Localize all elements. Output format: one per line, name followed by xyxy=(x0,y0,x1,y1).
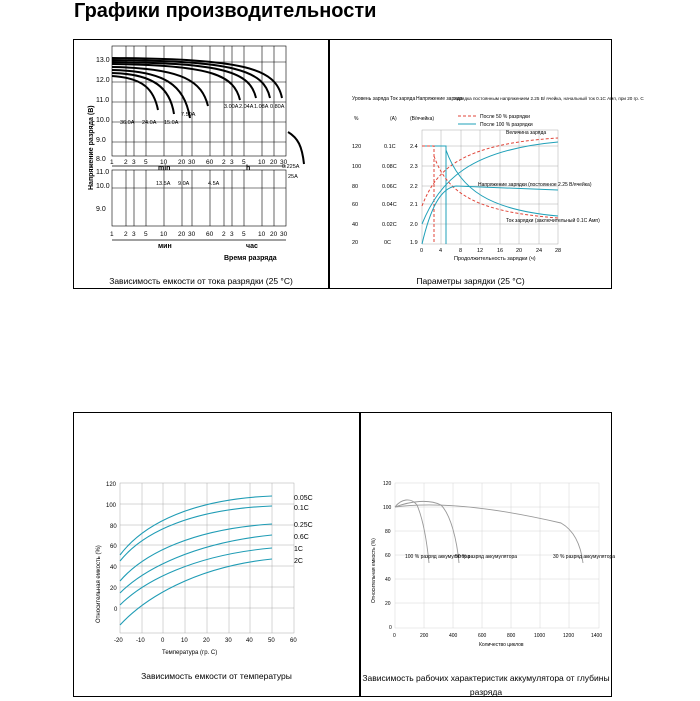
svg-text:3: 3 xyxy=(132,159,136,166)
svg-text:60: 60 xyxy=(110,544,117,550)
svg-text:40: 40 xyxy=(352,222,359,228)
svg-text:0.05C: 0.05C xyxy=(294,495,313,502)
svg-text:100: 100 xyxy=(352,164,362,170)
svg-text:16: 16 xyxy=(497,248,504,254)
svg-text:5: 5 xyxy=(144,231,148,238)
cycle-y-ticks xyxy=(383,481,392,631)
svg-text:0: 0 xyxy=(114,607,118,613)
charging-x-ticks xyxy=(420,248,561,254)
svg-text:120: 120 xyxy=(106,482,117,488)
unit: (А) xyxy=(390,116,397,122)
curve-label: 7.50A xyxy=(181,112,196,118)
discharge-curves xyxy=(112,58,304,164)
current-capacity-graph xyxy=(74,40,328,288)
temperature-x-ticks xyxy=(114,638,297,644)
svg-text:800: 800 xyxy=(507,633,516,639)
page-heading: Графики производительности xyxy=(74,0,377,22)
x-axis-label: Продолжительность зарядки (ч) xyxy=(454,256,536,262)
unit: % xyxy=(354,116,359,122)
charging-y-ticks xyxy=(352,144,418,246)
y-axis-label: Относительная емкость (%) xyxy=(96,545,102,623)
svg-text:40: 40 xyxy=(385,577,391,583)
svg-text:2C: 2C xyxy=(294,558,303,565)
temperature-graph xyxy=(74,413,359,696)
curve-label: 3.00A xyxy=(224,104,239,110)
temperature-series-labels xyxy=(294,495,313,565)
svg-text:60: 60 xyxy=(290,638,297,644)
x-ticks-bottom xyxy=(110,231,288,238)
svg-text:200: 200 xyxy=(420,633,429,639)
svg-text:50 % разряд аккумулятора: 50 % разряд аккумулятора xyxy=(455,554,518,560)
y-axis-label: Напряжение разряда (В) xyxy=(88,105,95,190)
svg-text:5: 5 xyxy=(242,159,246,166)
annotation: Напряжение зарядки (постоянное 2.25 В/ячейка) xyxy=(478,182,592,188)
svg-text:80: 80 xyxy=(110,524,117,530)
curve-label: 13.5A xyxy=(156,181,171,187)
svg-text:120: 120 xyxy=(383,481,392,487)
col-header: Уровень заряда xyxy=(352,96,389,102)
svg-text:10: 10 xyxy=(258,231,266,238)
svg-text:5: 5 xyxy=(242,231,246,238)
svg-text:1: 1 xyxy=(110,231,114,238)
svg-text:2.0: 2.0 xyxy=(410,222,418,228)
unit-h-top: h xyxy=(246,165,251,172)
unit-min-bottom: мин xyxy=(158,243,172,250)
svg-text:0: 0 xyxy=(161,638,165,644)
svg-text:2: 2 xyxy=(124,231,128,238)
svg-text:20: 20 xyxy=(352,240,359,246)
svg-text:2: 2 xyxy=(222,159,226,166)
svg-text:0: 0 xyxy=(389,625,392,631)
svg-text:0.06C: 0.06C xyxy=(382,184,397,190)
svg-text:-10: -10 xyxy=(136,638,145,644)
svg-text:2.2: 2.2 xyxy=(410,184,418,190)
svg-text:1200: 1200 xyxy=(563,633,575,639)
svg-text:1C: 1C xyxy=(294,546,303,553)
svg-text:24: 24 xyxy=(536,248,543,254)
svg-text:20: 20 xyxy=(516,248,523,254)
y-axis-label: Относительная емкость (%) xyxy=(371,538,377,603)
svg-text:60: 60 xyxy=(385,553,391,559)
svg-text:1.9: 1.9 xyxy=(410,240,418,246)
svg-text:30: 30 xyxy=(225,638,232,644)
svg-text:100: 100 xyxy=(106,503,117,509)
svg-text:2.3: 2.3 xyxy=(410,164,418,170)
svg-text:0C: 0C xyxy=(384,240,392,246)
svg-text:3: 3 xyxy=(230,231,234,238)
svg-text:30: 30 xyxy=(280,159,288,166)
svg-text:60: 60 xyxy=(206,159,214,166)
svg-text:600: 600 xyxy=(478,633,487,639)
y-tick: 9.0 xyxy=(96,137,106,144)
cycle-series-labels xyxy=(405,554,615,560)
svg-text:0.25C: 0.25C xyxy=(294,522,313,529)
svg-text:30: 30 xyxy=(280,231,288,238)
y-tick: 11.0 xyxy=(96,97,110,104)
temperature-curves xyxy=(120,496,272,625)
charging-curves xyxy=(422,138,558,244)
svg-text:20: 20 xyxy=(178,159,186,166)
cycle-life-panel xyxy=(360,412,616,697)
col-header: Ток заряда xyxy=(390,96,416,102)
svg-text:-20: -20 xyxy=(114,638,123,644)
curve-label: 36.0A xyxy=(120,120,135,126)
svg-text:4: 4 xyxy=(439,248,443,254)
y-tick: 9.0 xyxy=(96,206,106,213)
svg-text:0: 0 xyxy=(393,633,396,639)
svg-text:0.1C: 0.1C xyxy=(294,505,309,512)
x-ticks-top xyxy=(110,159,288,166)
current-capacity-panel xyxy=(73,39,329,289)
cycle-life-graph xyxy=(361,413,616,696)
curve-label: 2.04A xyxy=(239,104,254,110)
svg-text:20: 20 xyxy=(110,586,117,592)
svg-text:5: 5 xyxy=(144,159,148,166)
unit: (В/ячейка) xyxy=(410,116,435,122)
y-tick: 10.0 xyxy=(96,183,110,190)
svg-text:0.04C: 0.04C xyxy=(382,202,397,208)
svg-text:2: 2 xyxy=(124,159,128,166)
x-axis-label: Количество циклов xyxy=(479,642,524,648)
side-label: 25A xyxy=(288,174,298,180)
svg-text:28: 28 xyxy=(555,248,562,254)
y-tick: 8.0 xyxy=(96,156,106,163)
svg-text:100: 100 xyxy=(383,505,392,511)
svg-text:20: 20 xyxy=(203,638,210,644)
svg-text:3: 3 xyxy=(230,159,234,166)
svg-text:20: 20 xyxy=(270,159,278,166)
curve-label: 0.80A xyxy=(270,104,285,110)
svg-text:80: 80 xyxy=(385,529,391,535)
svg-text:0.08C: 0.08C xyxy=(382,164,397,170)
temperature-y-ticks xyxy=(106,482,118,613)
svg-text:10: 10 xyxy=(160,231,168,238)
svg-text:30: 30 xyxy=(188,231,196,238)
svg-text:10: 10 xyxy=(160,159,168,166)
svg-text:20: 20 xyxy=(178,231,186,238)
y-tick: 13.0 xyxy=(96,57,110,64)
y-tick: 11.0 xyxy=(96,169,110,176)
side-label: 0.225A xyxy=(282,164,300,170)
svg-text:2.4: 2.4 xyxy=(410,144,418,150)
svg-text:10: 10 xyxy=(181,638,188,644)
y-tick: 12.0 xyxy=(96,77,110,84)
svg-text:2.1: 2.1 xyxy=(410,202,418,208)
svg-text:0.6C: 0.6C xyxy=(294,534,309,541)
svg-text:20: 20 xyxy=(270,231,278,238)
curve-label: 24.0A xyxy=(142,120,157,126)
svg-text:0: 0 xyxy=(420,248,424,254)
svg-text:0.1C: 0.1C xyxy=(384,144,396,150)
svg-text:3: 3 xyxy=(132,231,136,238)
svg-text:30 % разряд аккумулятора: 30 % разряд аккумулятора xyxy=(553,554,616,560)
charging-panel xyxy=(329,39,644,289)
legend-item: После 50 % разрядки xyxy=(480,114,530,120)
charging-graph xyxy=(330,40,644,288)
svg-text:50: 50 xyxy=(268,638,275,644)
panel-caption: Параметры зарядки (25 °С) xyxy=(416,276,525,286)
svg-text:20: 20 xyxy=(385,601,391,607)
svg-text:40: 40 xyxy=(110,565,117,571)
svg-text:0.02C: 0.02C xyxy=(382,222,397,228)
panel-caption: Зависимость емкости от температуры xyxy=(141,671,292,681)
legend-item: После 100 % разрядки xyxy=(480,122,533,128)
svg-text:8: 8 xyxy=(459,248,463,254)
col-header: Напряжение заряда xyxy=(416,96,463,102)
temperature-panel xyxy=(73,412,360,697)
svg-text:40: 40 xyxy=(246,638,253,644)
panel-caption: Зависимость рабочих характеристик аккумулятора от глубины разряда xyxy=(362,673,610,697)
curve-label: 4.5A xyxy=(208,181,220,187)
svg-text:2: 2 xyxy=(222,231,226,238)
col-header: Зарядка постоянным напряжением 2.25 В/ ячейка, начальный ток 0.1С Амп, при 20 гр. С xyxy=(454,96,644,101)
y-tick: 10.0 xyxy=(96,117,110,124)
curve-label: 1.08A xyxy=(254,104,269,110)
svg-text:12: 12 xyxy=(477,248,484,254)
annotation: Величина заряда xyxy=(506,130,547,136)
svg-text:1: 1 xyxy=(110,159,114,166)
svg-text:60: 60 xyxy=(352,202,359,208)
svg-text:60: 60 xyxy=(206,231,214,238)
x-axis-label: Температура (гр. С) xyxy=(162,650,218,656)
svg-text:80: 80 xyxy=(352,184,359,190)
unit-h-bottom: час xyxy=(246,243,258,250)
curve-label: 15.0A xyxy=(164,120,179,126)
svg-text:1400: 1400 xyxy=(591,633,603,639)
svg-text:400: 400 xyxy=(449,633,458,639)
curve-label: 9.0A xyxy=(178,181,190,187)
annotation: Ток зарядки (заключительный 0.1С Амп) xyxy=(506,218,600,224)
panel-caption: Зависимость емкости от тока разрядки (25 °С) xyxy=(109,276,293,286)
svg-text:30: 30 xyxy=(188,159,196,166)
x-axis-label: Время разряда xyxy=(224,255,277,262)
unit-min-top: min xyxy=(158,165,171,172)
svg-text:120: 120 xyxy=(352,144,362,150)
svg-text:1000: 1000 xyxy=(534,633,546,639)
svg-text:100 % разряд аккумулятора: 100 % разряд аккумулятора xyxy=(405,554,470,560)
svg-text:10: 10 xyxy=(258,159,266,166)
cycle-x-ticks xyxy=(393,633,602,639)
